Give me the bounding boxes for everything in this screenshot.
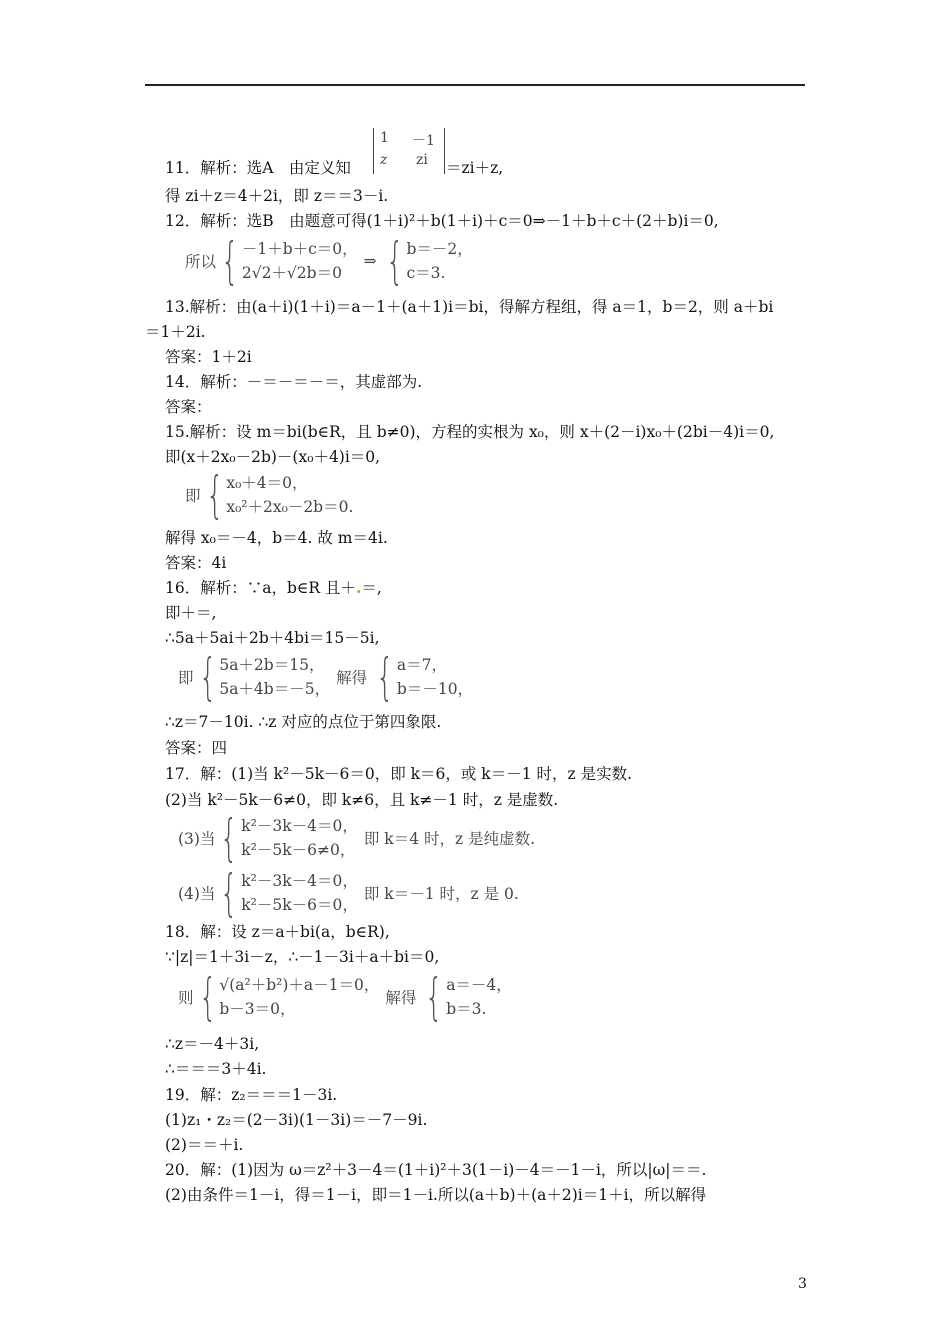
q16-line-1 xyxy=(165,578,382,598)
system-row: k²－5k－6≠0， xyxy=(241,841,356,859)
q18-system xyxy=(178,968,512,1026)
q17-system-3 xyxy=(178,809,541,867)
q16-line-2: 即＋＝, xyxy=(165,604,217,622)
q15-system xyxy=(185,466,354,524)
system-row: √(a²＋b²)＋a－1＝0， xyxy=(219,976,380,994)
q11-intro: 11．解析：选A 由定义知 xyxy=(165,159,351,177)
system-prefix: 即 xyxy=(178,669,194,687)
q11-line-1 xyxy=(165,158,351,178)
q16-conclusion: ∴z＝7－10i. ∴z 对应的点位于第四象限. xyxy=(165,713,442,731)
q16-intro: 16．解析：∵a，b∈R 且＋ xyxy=(165,579,356,597)
system-row: 5a＋4b＝－5， xyxy=(219,680,331,698)
q15-answer: 答案：4i xyxy=(165,554,227,572)
solution-row: b＝－2， xyxy=(406,240,473,258)
system-row: k²－5k－6＝0， xyxy=(241,896,358,914)
solution-row: a＝－4， xyxy=(446,976,512,994)
left-brace: { xyxy=(220,809,239,867)
left-brace: { xyxy=(221,232,239,290)
system-row: k²－3k－4＝0， xyxy=(241,817,358,835)
system-prefix: (4)当 xyxy=(178,885,216,903)
q18-line-1: 18．解：设 z＝a＋bi(a，b∈R), xyxy=(165,923,390,941)
system-conclusion: 即 k＝－1 时，z 是 0. xyxy=(363,885,519,903)
system-row: －1＋b＋c＝0， xyxy=(241,240,358,258)
q20-line-1: 20．解：(1)因为 ω＝z²＋3－4＝(1＋i)²＋3(1－i)－4＝－1－i，所以|ω|＝＝. xyxy=(165,1161,707,1179)
q18-line-2: ∵|z|＝1＋3i－z，∴－1－3i＋a＋bi＝0, xyxy=(165,948,440,966)
left-brace: { xyxy=(220,864,239,922)
q17-line-2: (2)当 k²－5k－6≠0，即 k≠6，且 k≠－1 时，z 是虚数. xyxy=(165,791,559,809)
system-row: x₀²＋2x₀－2b＝0. xyxy=(226,498,354,516)
system-prefix: 所以 xyxy=(185,253,217,271)
q20-line-2: (2)由条件＝1－i，得＝1－i，即＝1－i.所以(a＋b)＋(a＋2)i＝1＋i，所以解得 xyxy=(165,1186,707,1204)
q16-answer: 答案：四 xyxy=(165,739,228,757)
left-brace: { xyxy=(205,466,224,524)
system-row: 2√2＋√2b＝0 xyxy=(241,264,342,282)
solution-row: b＝－10， xyxy=(396,680,474,698)
implies-arrow: ⇒ xyxy=(363,252,377,270)
q16-system xyxy=(178,648,474,706)
q19-line-3: (2)＝＝＋i. xyxy=(165,1136,244,1154)
q19-line-1: 19．解：z₂＝＝＝1－3i. xyxy=(165,1086,338,1104)
q18-line-3: ∴z＝－4＋3i, xyxy=(165,1035,260,1053)
system-row: x₀＋4＝0， xyxy=(226,474,308,492)
solve-label: 解得 xyxy=(385,989,417,1007)
determinant xyxy=(373,128,445,174)
q12-system xyxy=(185,232,473,290)
solve-label: 解得 xyxy=(336,669,368,687)
header-rule xyxy=(145,84,805,86)
left-brace: { xyxy=(425,968,444,1026)
solution-row: a＝7， xyxy=(396,656,448,674)
q17-line-1: 17．解：(1)当 k²－5k－6＝0，即 k＝6，或 k＝－1 时，z 是实数. xyxy=(165,765,632,783)
left-brace: { xyxy=(198,968,217,1026)
q18-line-4: ∴＝＝＝3＋4i. xyxy=(165,1060,267,1078)
det-c: z xyxy=(380,152,388,168)
det-b: －1 xyxy=(412,133,435,149)
det-d: zi xyxy=(416,152,428,168)
system-row: k²－3k－4＝0， xyxy=(241,872,358,890)
system-conclusion: 即 k＝4 时，z 是纯虚数. xyxy=(363,830,536,848)
q19-line-2: (1)z₁・z₂＝(2－3i)(1－3i)＝－7－9i. xyxy=(165,1111,428,1129)
q12-line-1: 12．解析：选B 由题意可得(1＋i)²＋b(1＋i)＋c＝0⇒－1＋b＋c＋(2＋b)i＝0, xyxy=(165,212,719,230)
left-brace: { xyxy=(376,648,394,706)
system-row: b－3＝0， xyxy=(219,1000,296,1018)
q11-line-2: 得 zi＋z＝4＋2i，即 z＝＝3－i. xyxy=(165,187,389,205)
q13-line-2: ＝1＋2i. xyxy=(145,323,206,341)
solution-row: c＝3. xyxy=(406,264,446,282)
page-number: 3 xyxy=(798,1276,807,1292)
system-prefix: (3)当 xyxy=(178,830,216,848)
q16-tail: ＝, xyxy=(361,579,382,597)
q11-equation-tail: ＝zi＋z, xyxy=(446,159,504,177)
system-prefix: 则 xyxy=(178,989,194,1007)
det-a: 1 xyxy=(380,130,389,146)
q15-line-2: 即(x＋2x₀－2b)－(x₀＋4)i＝0, xyxy=(165,448,381,466)
q17-system-4 xyxy=(178,864,525,922)
q14-line-1: 14．解析：－＝－＝－＝，其虚部为. xyxy=(165,373,423,391)
q13-answer: 答案：1＋2i xyxy=(165,348,252,366)
q13-line-1: 13.解析：由(a＋i)(1＋i)＝a－1＋(a＋1)i＝bi，得解方程组，得 a＝1，b＝2，则 a＋bi xyxy=(165,298,774,316)
system-prefix: 即 xyxy=(185,487,201,505)
q16-line-3: ∴5a＋5ai＋2b＋4bi＝15－5i, xyxy=(165,629,380,647)
q14-answer: 答案： xyxy=(165,398,212,416)
highlight-dot: . xyxy=(355,578,362,597)
solution-row: b＝3. xyxy=(446,1000,487,1018)
system-row: 5a＋2b＝15， xyxy=(219,656,325,674)
left-brace: { xyxy=(198,648,217,706)
left-brace: { xyxy=(385,232,404,290)
q15-solution: 解得 x₀＝－4，b＝4. 故 m＝4i. xyxy=(165,529,388,547)
q15-line-1: 15.解析：设 m＝bi(b∈R，且 b≠0)，方程的实根为 x₀，则 x＋(2－i)x₀＋(2bi－4)i＝0, xyxy=(165,423,775,441)
